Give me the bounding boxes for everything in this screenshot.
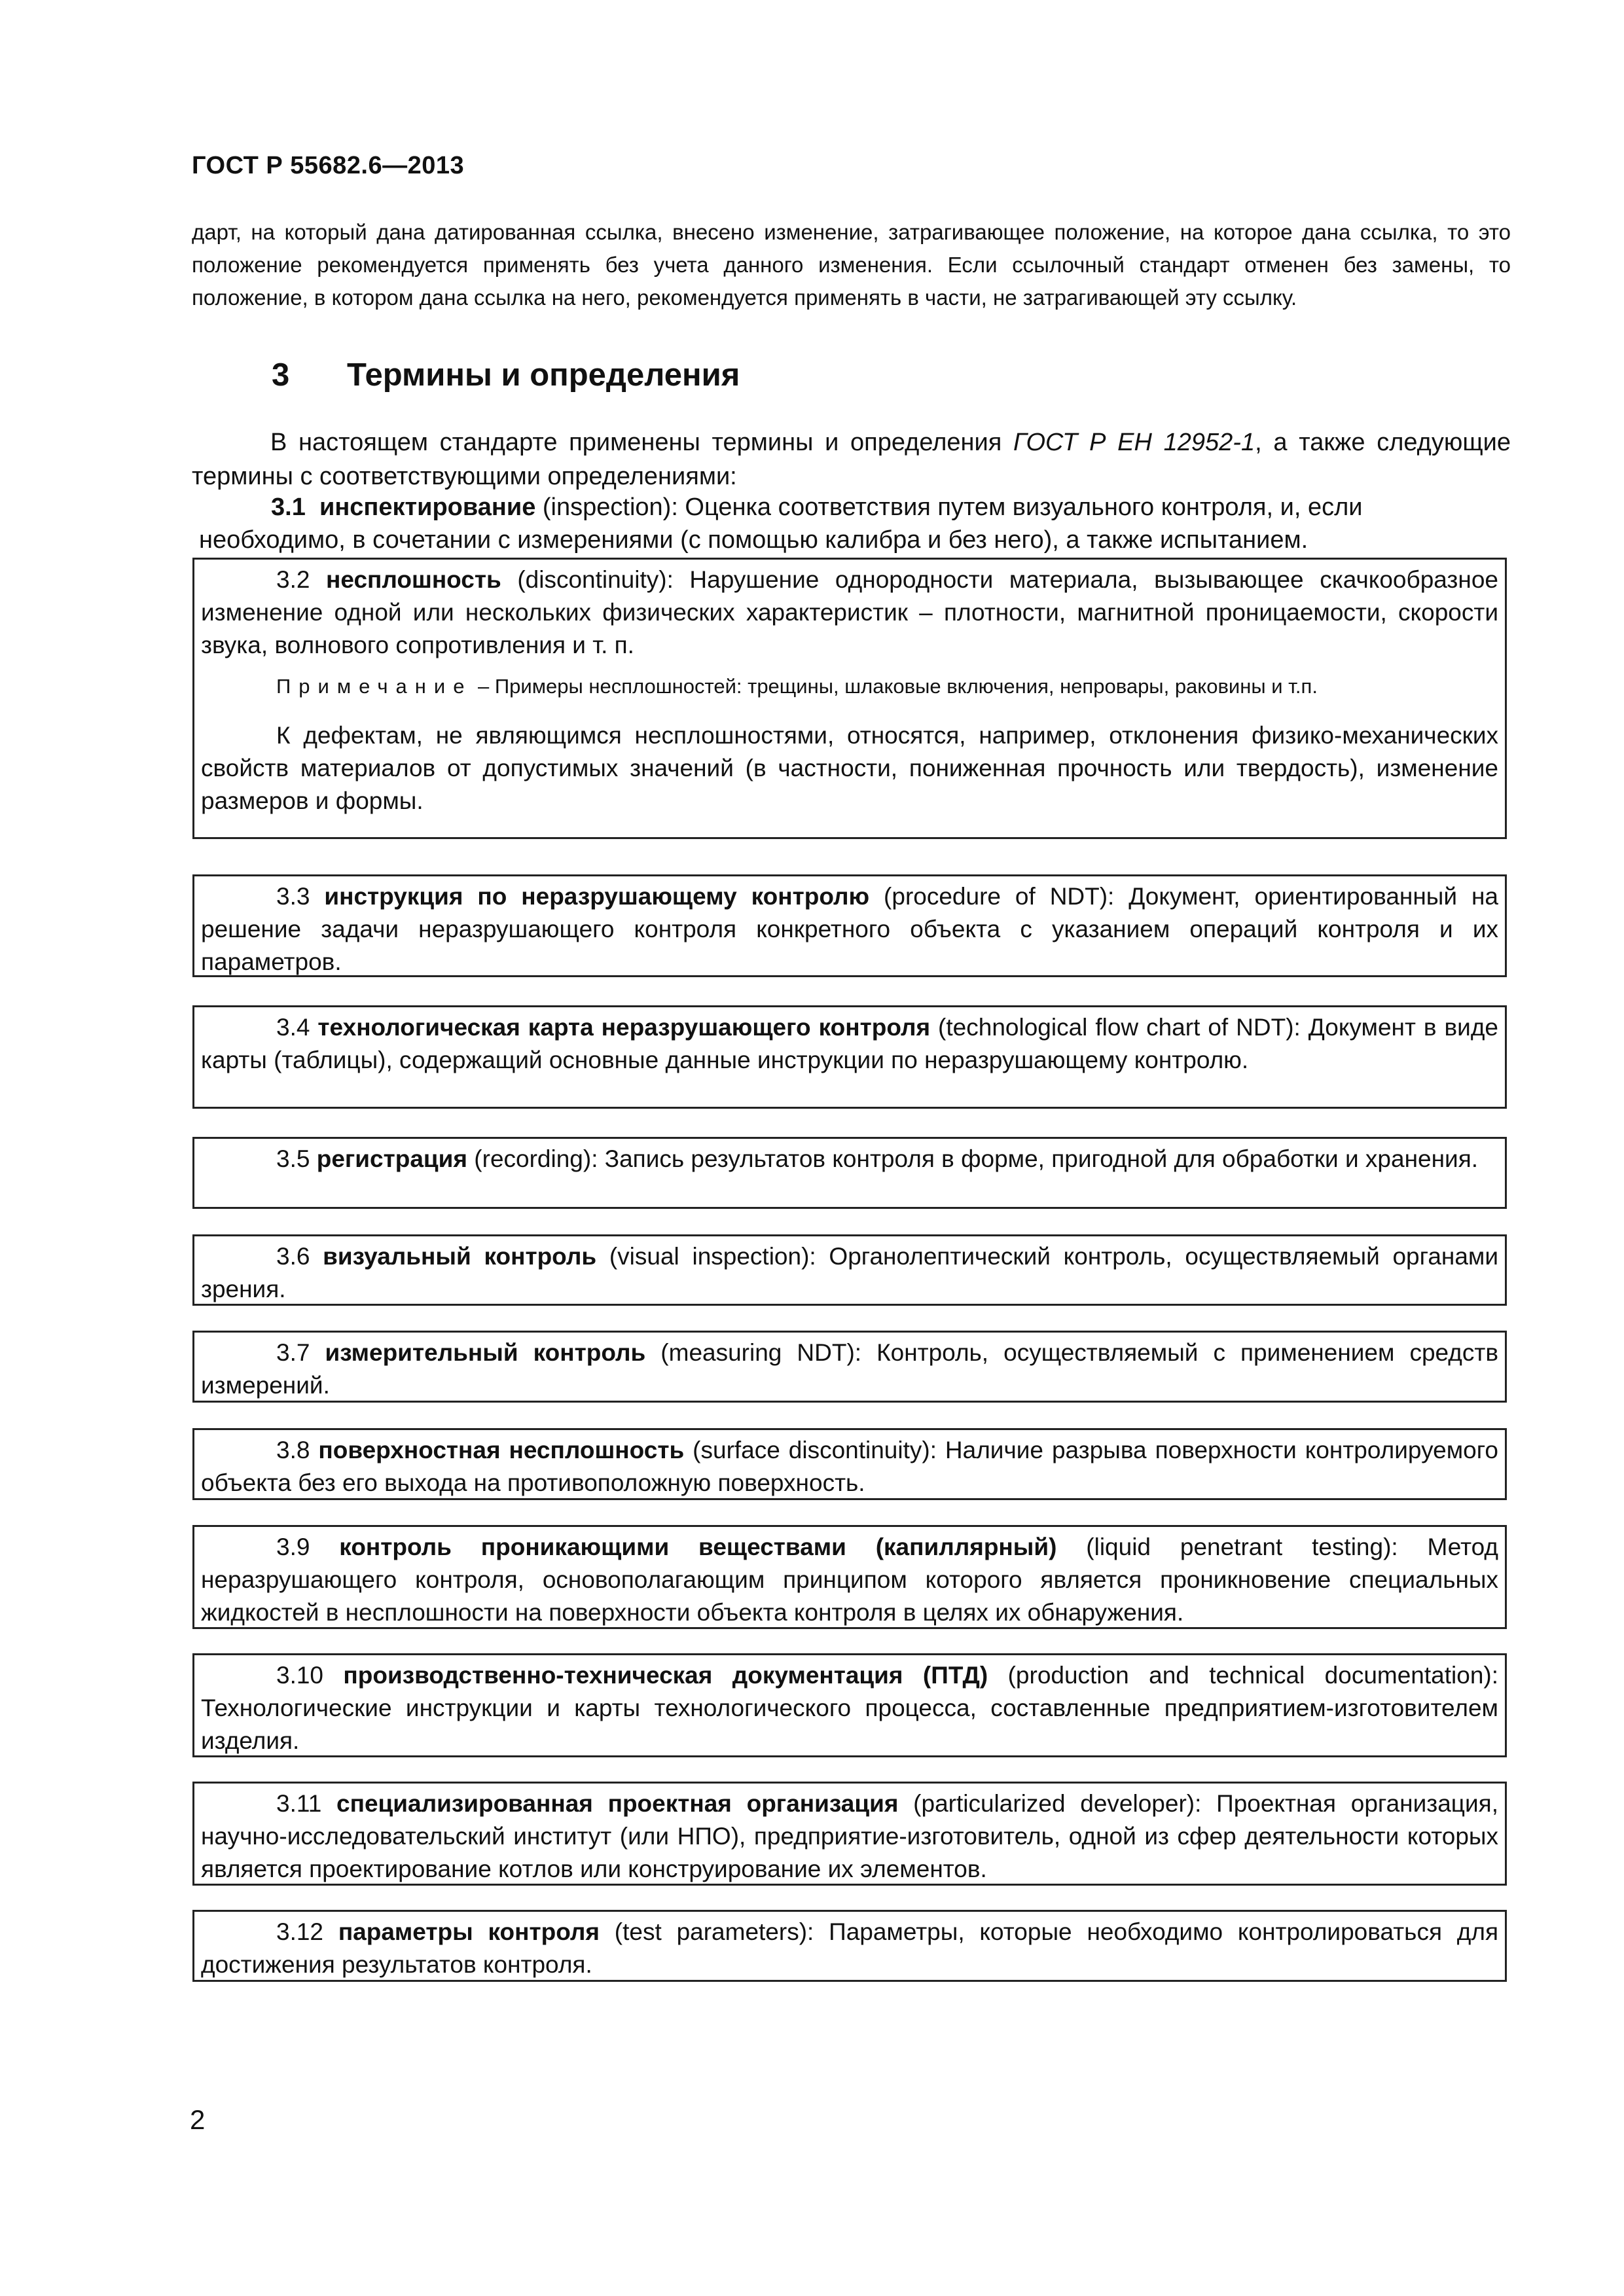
term-name: контроль проникающими веществами (капиллярный) bbox=[339, 1534, 1057, 1560]
term-box-3-10 bbox=[192, 1653, 1507, 1757]
section-heading bbox=[272, 357, 740, 393]
term-box-3-7 bbox=[192, 1331, 1507, 1403]
term-name: технологическая карта неразрушающего контроля bbox=[317, 1014, 931, 1041]
term-number: 3.6 bbox=[276, 1243, 310, 1270]
term-box-3-12 bbox=[192, 1910, 1507, 1982]
page-number: 2 bbox=[190, 2104, 206, 2135]
term-name: параметры контроля bbox=[338, 1918, 600, 1945]
term-name: поверхностная несплошность bbox=[318, 1437, 685, 1463]
term-name: визуальный контроль bbox=[323, 1243, 597, 1270]
term-number: 3.11 bbox=[276, 1790, 322, 1817]
term-definition: (technological flow chart of NDT): Документ в виде карты (таблицы), содержащий основные данные инструкции по неразрушающему контролю. bbox=[201, 1014, 1498, 1073]
lead-text-after: , а также следующие термины с соответствующими определениями: bbox=[192, 429, 1511, 490]
section-title: Термины и определения bbox=[347, 357, 740, 393]
term-box-3-2 bbox=[192, 558, 1507, 839]
section-number: 3 bbox=[272, 357, 290, 393]
term-number: 3.10 bbox=[276, 1662, 324, 1689]
term-extra-paragraph: К дефектам, не являющимся несплошностями, относятся, например, отклонения физико-механических свойств материалов от допустимых значений (в частности, пониженная прочность или твердость), изменение размеров и формы. bbox=[201, 722, 1498, 814]
term-box-3-5 bbox=[192, 1137, 1507, 1209]
term-definition: (surface discontinuity): Наличие разрыва поверхности контролируемого объекта без его выхода на противоположную поверхность. bbox=[201, 1437, 1499, 1496]
document-header: ГОСТ Р 55682.6—2013 bbox=[192, 152, 465, 179]
term-3-1 bbox=[199, 491, 1482, 556]
lead-reference: ГОСТ Р ЕН 12952-1 bbox=[1013, 429, 1255, 456]
term-definition: (recording): Запись результатов контроля в форме, пригодной для обработки и хранения. bbox=[467, 1145, 1479, 1172]
term-box-3-9 bbox=[192, 1525, 1507, 1629]
term-box-3-3 bbox=[192, 874, 1507, 977]
term-name: несплошность bbox=[326, 566, 501, 593]
intro-paragraph: дарт, на который дана датированная ссылка, внесено изменение, затрагивающее положение, на которое дана ссылка, то это положение рекомендуется применять без учета данного изменения. Если ссылочный стандарт отменен без замены, то положение, в котором дана ссылка на него, рекомендуется применять в части, не затрагивающей эту ссылку. bbox=[192, 220, 1511, 310]
term-number: 3.8 bbox=[276, 1437, 310, 1463]
term-definition: (production and technical documentation): Технологические инструкции и карты технологического процесса, составленные предприятием-изготовителем изделия. bbox=[201, 1662, 1498, 1754]
term-definition: (visual inspection): Органолептический контроль, осуществляемый органами зрения. bbox=[201, 1243, 1499, 1302]
term-box-3-4 bbox=[192, 1005, 1507, 1109]
lead-text-before: В настоящем стандарте применены термины и определения bbox=[270, 429, 1014, 456]
term-number: 3.7 bbox=[276, 1339, 310, 1366]
term-name: измерительный контроль bbox=[325, 1339, 646, 1366]
note-label: Примечание bbox=[276, 675, 473, 698]
term-definition: (inspection): Оценка соответствия путем визуального контроля, и, если необходимо, в сочетании с измерениями (с помощью калибра и без него), а также испытанием. bbox=[199, 493, 1363, 554]
lead-paragraph bbox=[192, 425, 1511, 493]
term-name: инструкция по неразрушающему контролю bbox=[324, 883, 870, 910]
term-number: 3.12 bbox=[276, 1918, 324, 1945]
term-number: 3.2 bbox=[276, 566, 310, 593]
term-box-3-6 bbox=[192, 1234, 1507, 1306]
term-number: 3.5 bbox=[276, 1145, 310, 1172]
term-definition: (procedure of NDT): Документ, ориентированный на решение задачи неразрушающего контроля конкретного объекта с указанием операций контроля и их параметров. bbox=[201, 883, 1498, 975]
term-definition: (discontinuity): Нарушение однородности материала, вызывающее скачкообразное изменение одной или нескольких физических характеристик – плотности, магнитной проницаемости, скорости звука, волнового сопротивления и т. п. bbox=[201, 566, 1498, 658]
term-number: 3.9 bbox=[276, 1534, 310, 1560]
term-name: инспектирование bbox=[319, 493, 536, 521]
term-number: 3.3 bbox=[276, 883, 310, 910]
term-definition: (liquid penetrant testing): Метод неразрушающего контроля, основополагающим принципом которого является проникновение специальных жидкостей в несплошности на поверхности объекта контроля в целях их обнаружения. bbox=[201, 1534, 1499, 1626]
term-definition: (measuring NDT): Контроль, осуществляемый с применением средств измерений. bbox=[201, 1339, 1498, 1399]
note-text: – Примеры несплошностей: трещины, шлаковые включения, непровары, раковины и т.п. bbox=[472, 675, 1318, 698]
term-box-3-8 bbox=[192, 1428, 1507, 1500]
term-name: производственно-техническая документация (ПТД) bbox=[343, 1662, 988, 1689]
term-box-3-11 bbox=[192, 1782, 1507, 1886]
term-definition: (particularized developer): Проектная организация, научно-исследовательский институт (или НПО), предприятие-изготовитель, одной из сфер деятельности которых является проектирование котлов или конструирование их элементов. bbox=[201, 1790, 1498, 1882]
term-name: регистрация bbox=[316, 1145, 468, 1172]
term-name: специализированная проектная организация bbox=[336, 1790, 899, 1817]
term-number: 3.1 bbox=[271, 493, 306, 521]
term-definition: (test parameters): Параметры, которые необходимо контролироваться для достижения результатов контроля. bbox=[201, 1918, 1499, 1978]
term-number: 3.4 bbox=[276, 1014, 310, 1041]
